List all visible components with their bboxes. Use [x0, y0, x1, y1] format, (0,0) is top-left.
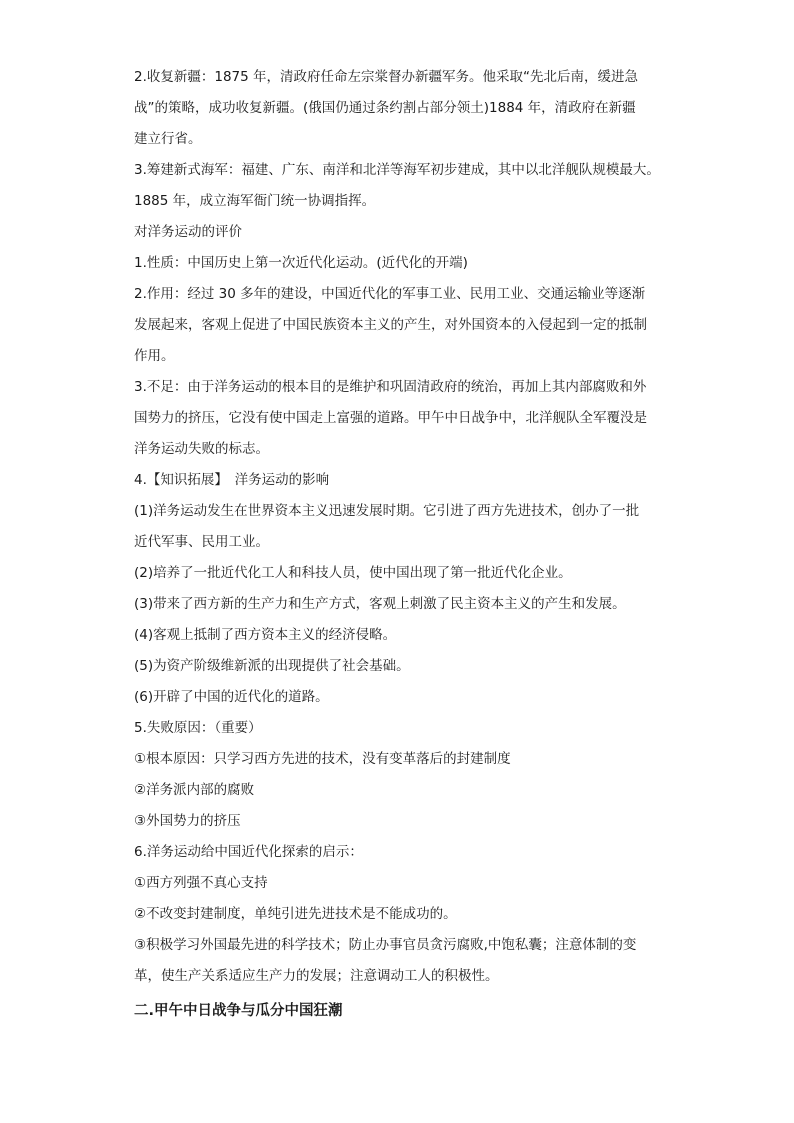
text-line: ①西方列强不真心支持 [134, 875, 268, 891]
text-line: 国势力的挤压，它没有使中国走上富强的道路。甲午中日战争中，北洋舰队全军覆没是 [134, 410, 647, 426]
text-line: 4.【知识拓展】 洋务运动的影响 [134, 472, 330, 488]
section-heading: 二.甲午中日战争与瓜分中国狂潮 [134, 1003, 343, 1019]
text-line: (4)客观上抵制了西方资本主义的经济侵略。 [134, 627, 397, 643]
text-line: ③外国势力的挤压 [134, 813, 241, 829]
text-line: (5)为资产阶级维新派的出现提供了社会基础。 [134, 658, 410, 674]
text-line: 2.作用：经过 30 多年的建设，中国近代化的军事工业、民用工业、交通运输业等逐渐 [134, 286, 646, 302]
text-line: ②洋务派内部的腐败 [134, 782, 255, 798]
text-line: (6)开辟了中国的近代化的道路。 [134, 689, 329, 705]
document-body [134, 62, 664, 1027]
text-line: 2.收复新疆：1875 年，清政府任命左宗棠督办新疆军务。他采取“先北后南，缓进急 [134, 69, 639, 85]
text-line: 战”的策略，成功收复新疆。(俄国仍通过条约割占部分领土)1884 年，清政府在新疆 [134, 100, 636, 116]
text-line: 6.洋务运动给中国近代化探索的启示： [134, 844, 363, 860]
text-line: ②不改变封建制度，单纯引进先进技术是不能成功的。 [134, 906, 457, 922]
text-line: 发展起来，客观上促进了中国民族资本主义的产生，对外国资本的入侵起到一定的抵制 [134, 317, 647, 333]
text-line: 1885 年，成立海军衙门统一协调指挥。 [134, 193, 376, 209]
text-line: 对洋务运动的评价 [134, 224, 242, 240]
text-line: (3)带来了西方新的生产力和生产方式，客观上刺激了民主资本主义的产生和发展。 [134, 596, 626, 612]
text-line: 1.性质：中国历史上第一次近代化运动。(近代化的开端) [134, 255, 468, 271]
text-line: (1)洋务运动发生在世界资本主义迅速发展时期。它引进了西方先进技术，创办了一批 [134, 503, 640, 519]
text-line: 3.不足：由于洋务运动的根本目的是维护和巩固清政府的统治，再加上其内部腐败和外 [134, 379, 647, 395]
text-line: 3.筹建新式海军：福建、广东、南洋和北洋等海军初步建成，其中以北洋舰队规模最大。 [134, 162, 660, 178]
text-line: 洋务运动失败的标志。 [134, 441, 269, 457]
text-line: 5.失败原因：（重要） [134, 720, 262, 736]
text-line: ③积极学习外国最先进的科学技术；防止办事官员贪污腐败,中饱私囊；注意体制的变 [134, 937, 637, 953]
text-line: ①根本原因：只学习西方先进的技术，没有变革落后的封建制度 [134, 751, 511, 767]
text-line: (2)培养了一批近代化工人和科技人员，使中国出现了第一批近代化企业。 [134, 565, 572, 581]
text-line: 近代军事、民用工业。 [134, 534, 269, 550]
text-line: 作用。 [134, 348, 175, 364]
text-line: 建立行省。 [134, 131, 202, 147]
text-line: 革，使生产关系适应生产力的发展；注意调动工人的积极性。 [134, 968, 499, 984]
